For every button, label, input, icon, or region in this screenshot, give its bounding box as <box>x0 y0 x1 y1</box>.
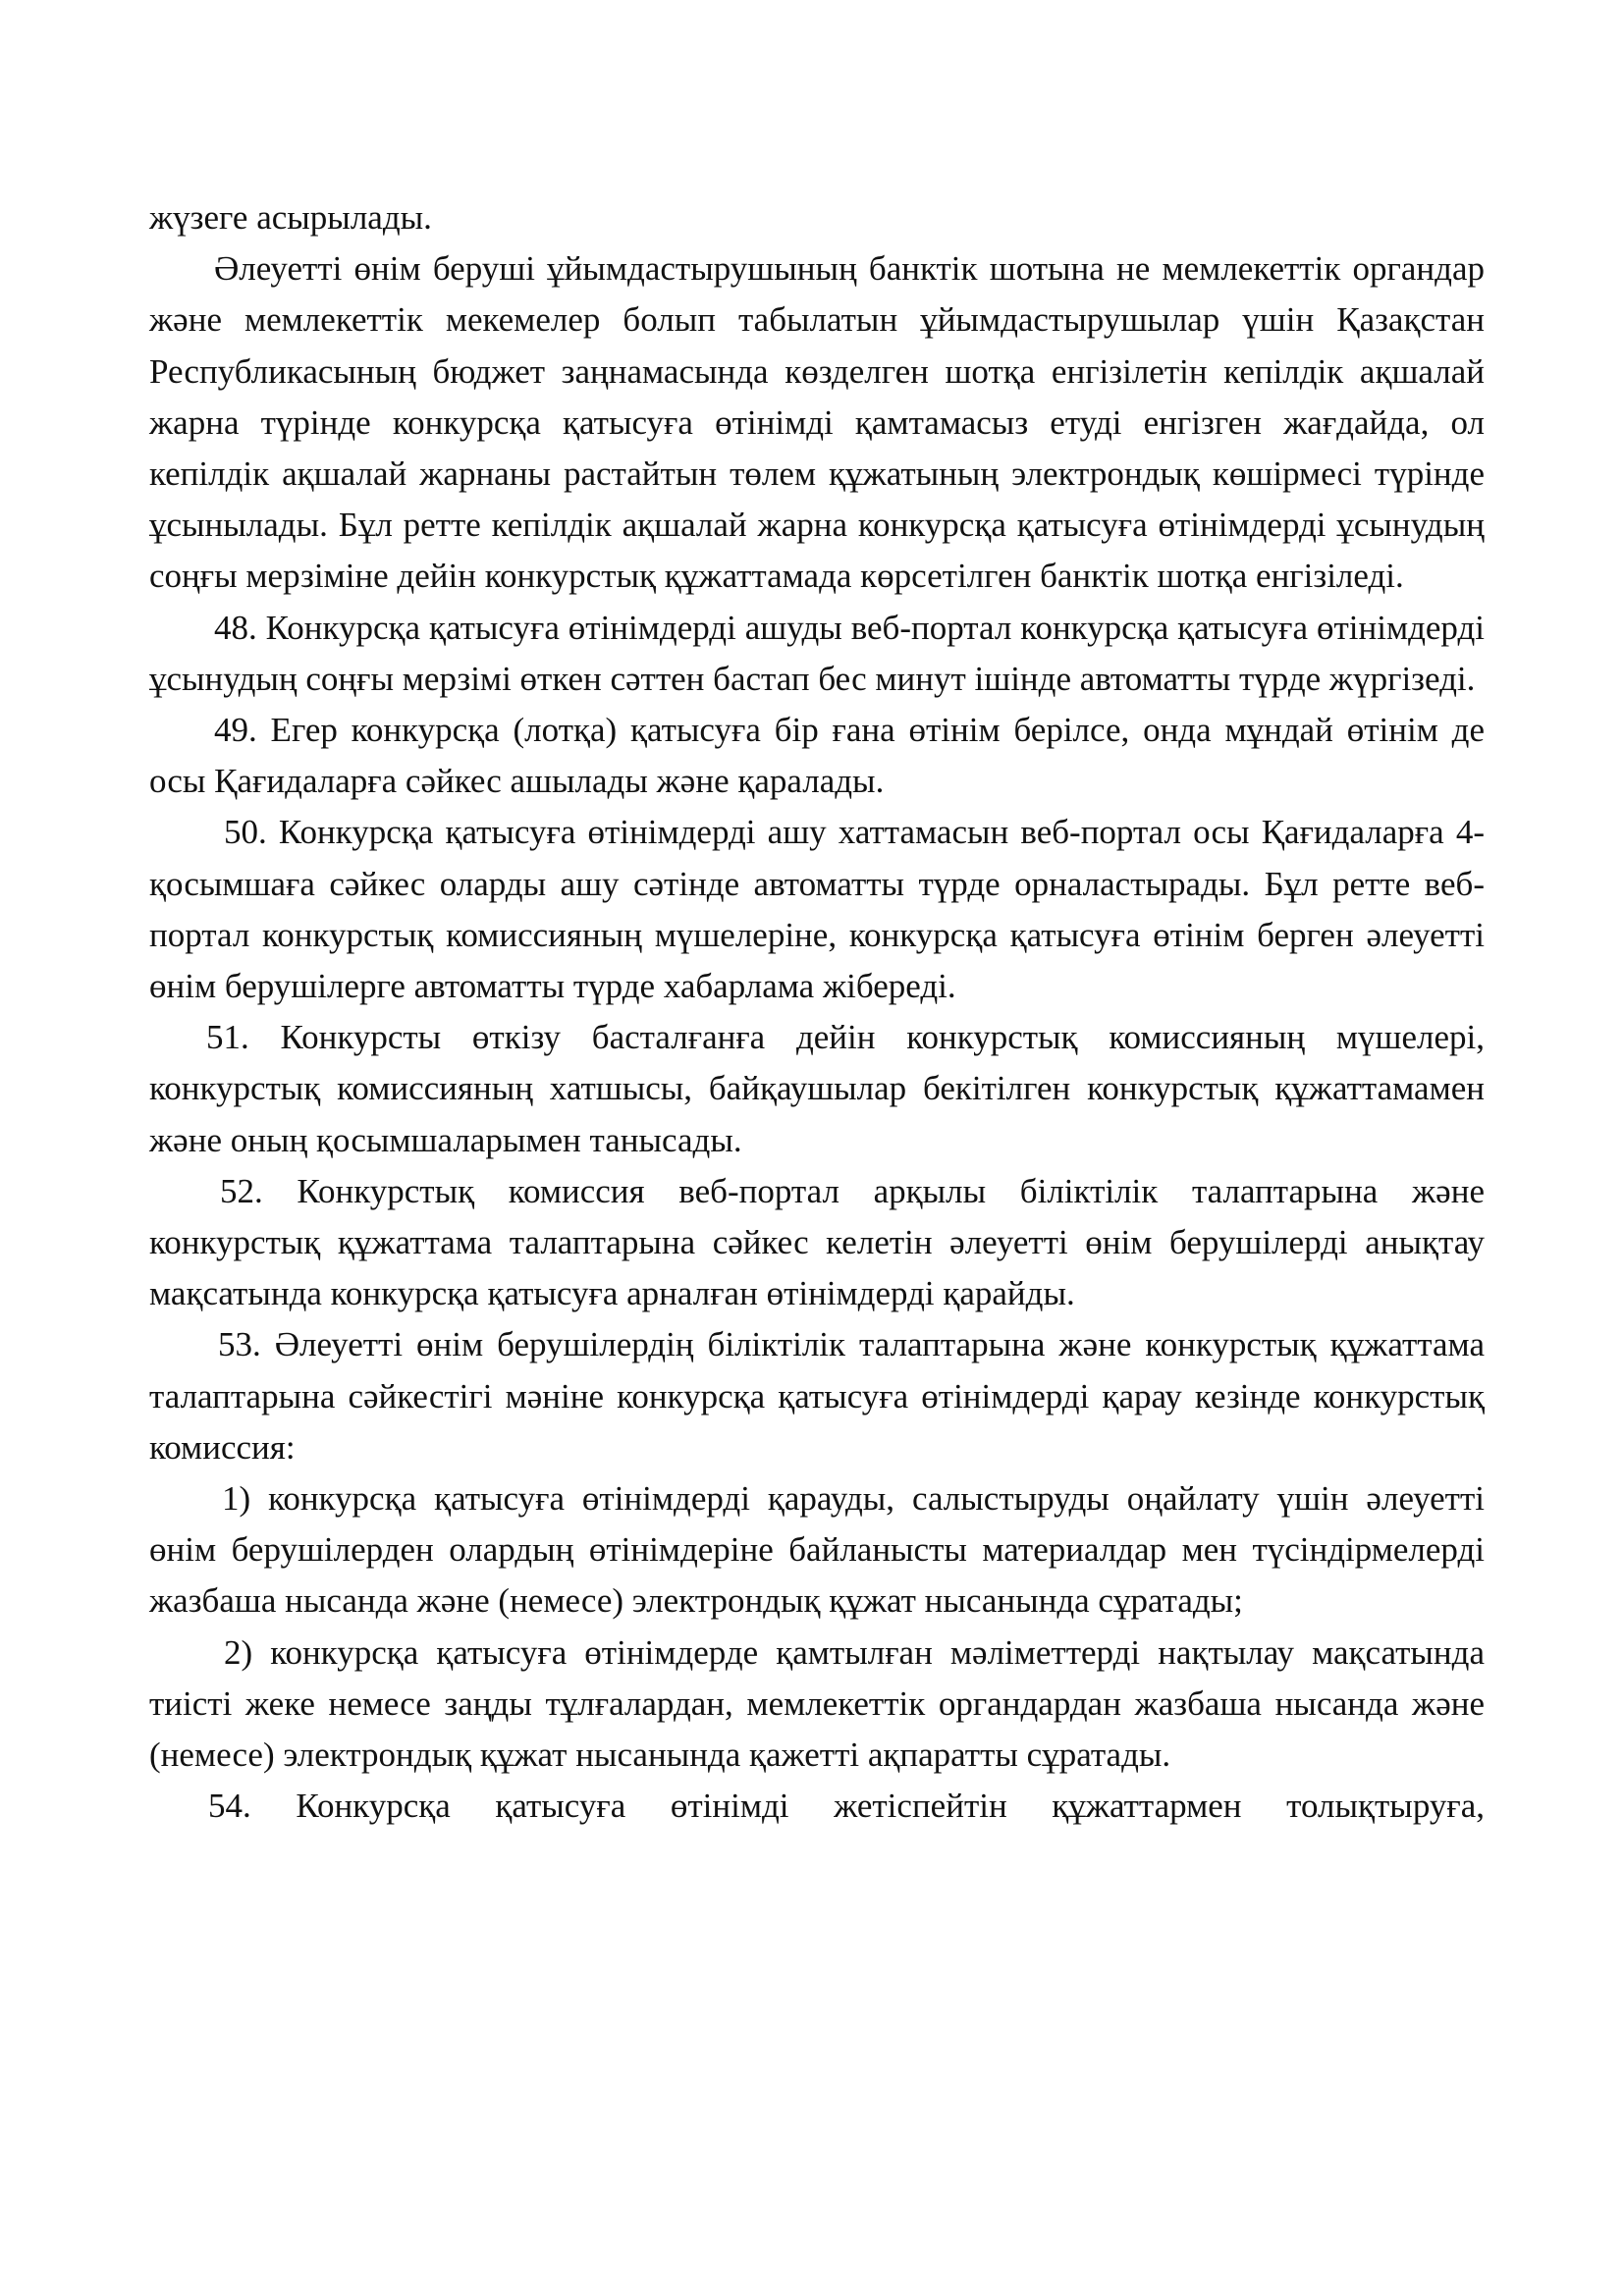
paragraph-54: 54. Конкурсқа қатысуға өтінімді жетіспейтін құжаттармен толықтыруға, <box>208 1787 1485 1826</box>
paragraph-51: 51. Конкурсты өткізу басталғанға дейін конкурстық комиссияның мүшелері, конкурстық комиссияның хатшысы, байқаушылар бекітілген конкурстық құжаттамамен және оның қосымшаларымен танысады. <box>149 1018 1485 1159</box>
paragraph-52: 52. Конкурстық комиссия веб-портал арқылы біліктілік талаптарына және конкурстық құжаттама талаптарына сәйкес келетін әлеуетті өнім берушілерді анықтау мақсатында конкурсқа қатысуға арналған өтінімдерді қарайды. <box>149 1171 1485 1313</box>
paragraph-50: 50. Конкурсқа қатысуға өтінімдерді ашу хаттамасын веб-портал осы Қағидаларға 4-қосымшаға сәйкес оларды ашу сәтінде автоматты түрде орналастырады. Бұл ретте веб-портал конкурстық комиссияның мүшелеріне, конкурсқа қатысуға өтінім берген әлеуетті өнім берушілерге автоматты түрде хабарлама жібереді. <box>149 813 1485 1006</box>
document-page <box>149 192 1485 1833</box>
paragraph-49: 49. Егер конкурсқа (лотқа) қатысуға бір ғана өтінім берілсе, онда мұндай өтінім де осы Қағидаларға сәйкес ашылады және қаралады. <box>149 711 1485 801</box>
paragraph-48: 48. Конкурсқа қатысуға өтінімдерді ашуды веб-портал конкурсқа қатысуға өтінімдерді ұсынудың соңғы мерзімі өткен сәттен бастап бес минут ішінде автоматты түрде жүргізеді. <box>149 608 1485 698</box>
paragraph-guarantee-deposit: Әлеуетті өнім беруші ұйымдастырушының банктік шотына не мемлекеттік органдар және мемлекеттік мекемелер болып табылатын ұйымдастырушылар үшін Қазақстан Республикасының бюджет заңнамасында көзделген шотқа енгізілетін кепілдік ақшалай жарна түрінде конкурсқа қатысуға өтінімді қамтамасыз етуді енгізген жағдайда, ол кепілдік ақшалай жарнаны растайтын төлем құжатының электрондық көшірмесі түрінде ұсынылады. Бұл ретте кепілдік ақшалай жарна конкурсқа қатысуға өтінімдерді ұсынудың соңғы мерзіміне дейін конкурстық құжаттамада көрсетілген банктік шотқа енгізіледі. <box>149 249 1485 596</box>
paragraph-53-item-2: 2) конкурсқа қатысуға өтінімдерде қамтылған мәліметтерді нақтылау мақсатында тиісті жеке немесе заңды тұлғалардан, мемлекеттік органдардан жазбаша нысанда және (немесе) электрондық құжат нысанында қажетті ақпаратты сұратады. <box>149 1632 1485 1775</box>
paragraph-53: 53. Әлеуетті өнім берушілердің біліктілік талаптарына және конкурстық құжаттама талаптарына сәйкестігі мәніне конкурсқа қатысуға өтінімдерді қарау кезінде конкурстық комиссия: <box>149 1325 1485 1467</box>
paragraph-53-item-1: 1) конкурсқа қатысуға өтінімдерді қарауды, салыстыруды оңайлату үшін әлеуетті өнім берушілерден олардың өтінімдеріне байланысты материалдар мен түсіндірмелерді жазбаша нысанда және (немесе) электрондық құжат нысанында сұратады; <box>149 1479 1485 1621</box>
paragraph-continuation: жүзеге асырылады. <box>149 198 432 237</box>
